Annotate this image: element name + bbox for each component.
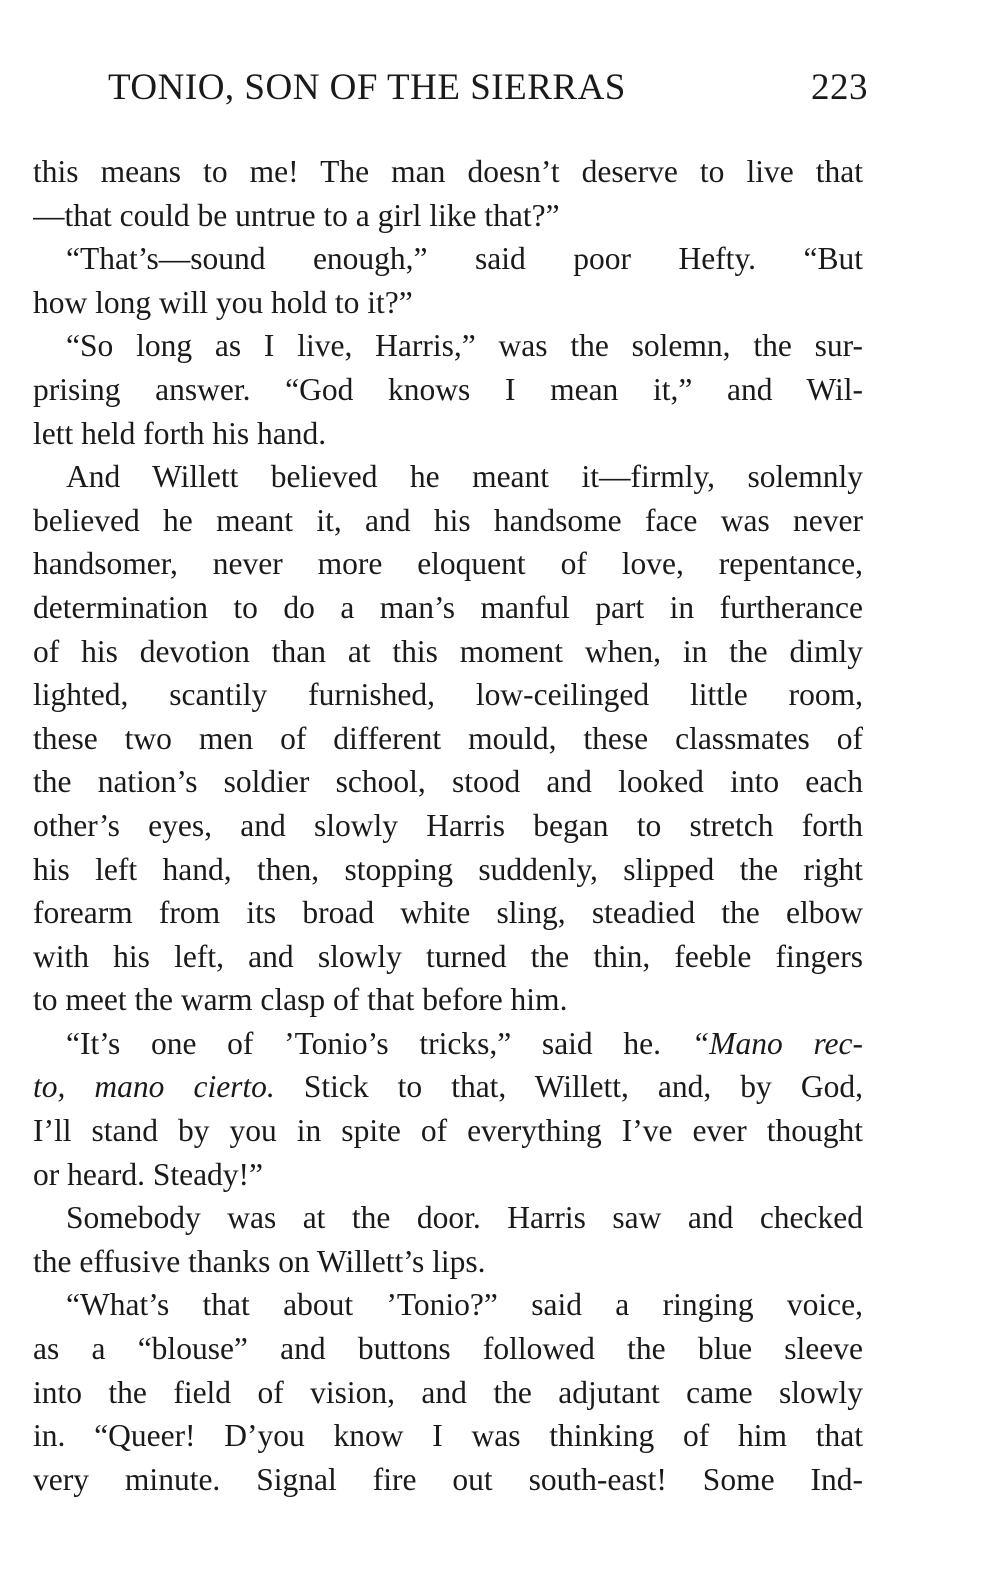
- text-line: or heard. Steady!”: [33, 1156, 264, 1192]
- text-line: the effusive thanks on Willett’s lips.: [33, 1243, 486, 1279]
- text-line: And Willett believed he meant it—firmly, solemnly: [66, 459, 863, 495]
- text-line: the nation’s soldier school, stood and looked into each: [33, 764, 863, 800]
- text-italic: “Mano rec-: [691, 1025, 863, 1061]
- text-line: lighted, scantily furnished, low-ceilinged little room,: [33, 677, 863, 713]
- text-line: into the field of vision, and the adjutant came slowly: [33, 1374, 863, 1410]
- text-line: determination to do a man’s manful part in furtherance: [33, 589, 863, 625]
- running-title: TONIO, SON OF THE SIERRAS: [108, 67, 626, 108]
- text-line: these two men of different mould, these classmates of: [33, 720, 863, 756]
- text-line: prising answer. “God knows I mean it,” and Wil-: [33, 371, 863, 407]
- text-line: “That’s—sound enough,” said poor Hefty. “But: [66, 241, 863, 277]
- text-line: “What’s that about ’Tonio?” said a ringing voice,: [66, 1287, 863, 1323]
- text-line: I’ll stand by you in spite of everything I’ve ever thought: [33, 1113, 863, 1149]
- text-line: Somebody was at the door. Harris saw and checked: [66, 1200, 863, 1236]
- text-line: [33, 1065, 863, 1109]
- text-line: his left hand, then, stopping suddenly, slipped the right: [33, 851, 863, 887]
- text-line: “So long as I live, Harris,” was the solemn, the sur-: [66, 328, 863, 364]
- text-line: this means to me! The man doesn’t deserve to live that: [33, 154, 863, 189]
- text-italic: to, mano cierto.: [33, 1069, 275, 1105]
- text-line: forearm from its broad white sling, steadied the elbow: [33, 895, 863, 931]
- text-roman: Stick to that, Willett, and, by God,: [274, 1069, 863, 1105]
- text-line: —that could be untrue to a girl like that?”: [33, 197, 560, 233]
- text-line: to meet the warm clasp of that before him.: [33, 982, 568, 1018]
- text-line: as a “blouse” and buttons followed the blue sleeve: [33, 1331, 863, 1367]
- text-line: with his left, and slowly turned the thin, feeble fingers: [33, 938, 863, 974]
- text-line: how long will you hold to it?”: [33, 284, 413, 320]
- page-number: 223: [811, 67, 868, 108]
- text-line: other’s eyes, and slowly Harris began to stretch forth: [33, 807, 863, 843]
- text-line: handsomer, never more eloquent of love, repentance,: [33, 546, 863, 582]
- text-line: [33, 1022, 863, 1066]
- text-line: lett held forth his hand.: [33, 415, 327, 451]
- text-line: believed he meant it, and his handsome face was never: [33, 502, 863, 538]
- body-text: [33, 150, 863, 1501]
- text-line: very minute. Signal fire out south-east! Some Ind-: [33, 1461, 863, 1497]
- text-roman: “It’s one of ’Tonio’s tricks,” said he.: [66, 1025, 692, 1061]
- text-line: of his devotion than at this moment when, in the dimly: [33, 633, 863, 669]
- text-line: in. “Queer! D’you know I was thinking of him that: [33, 1418, 863, 1454]
- running-header: [108, 66, 868, 116]
